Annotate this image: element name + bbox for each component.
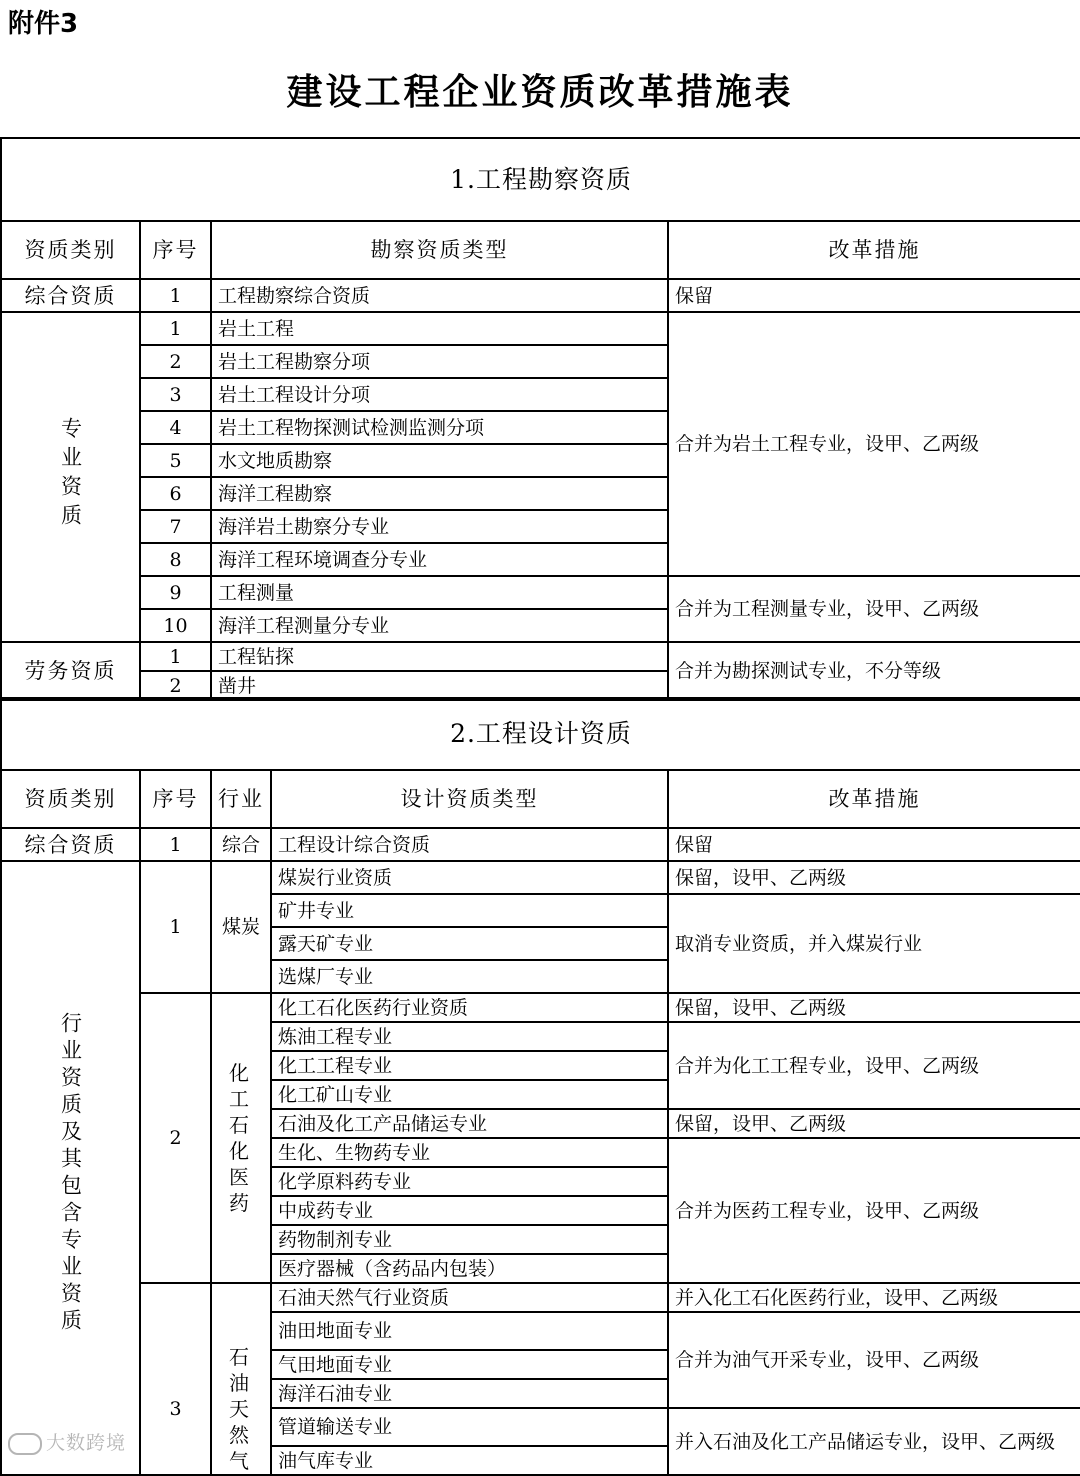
industry-label: 石油天然气 — [229, 1345, 253, 1473]
qualification-type: 水文地质勘察 — [211, 444, 668, 477]
category-comprehensive: 综合资质 — [1, 279, 140, 312]
qualification-type: 中成药专业 — [271, 1196, 668, 1225]
reform-measure: 保留 — [668, 828, 1080, 861]
qualification-type: 石油及化工产品储运专业 — [271, 1109, 668, 1138]
reform-measure: 合并为油气开采专业，设甲、乙两级 — [668, 1312, 1080, 1408]
qualification-type: 石油天然气行业资质 — [271, 1283, 668, 1312]
row-number: 5 — [140, 444, 211, 477]
qualification-type: 管道输送专业 — [271, 1408, 668, 1446]
qualification-type: 工程设计综合资质 — [271, 828, 668, 861]
row-number: 1 — [140, 279, 211, 312]
reform-measure: 并入石油及化工产品储运专业，设甲、乙两级 — [668, 1408, 1080, 1475]
qualification-type: 生化、生物药专业 — [271, 1138, 668, 1167]
qualification-type: 海洋工程测量分专业 — [211, 609, 668, 642]
qualification-type: 油气库专业 — [271, 1446, 668, 1475]
industry — [211, 993, 271, 1283]
industry — [211, 1283, 271, 1475]
qualification-type: 选煤厂专业 — [271, 960, 668, 993]
header-category: 资质类别 — [1, 221, 140, 279]
row-number: 2 — [140, 993, 211, 1283]
row-number: 4 — [140, 411, 211, 444]
reform-measure: 合并为勘探测试专业，不分等级 — [668, 642, 1080, 700]
row-number: 1 — [140, 312, 211, 345]
qualification-type: 油田地面专业 — [271, 1312, 668, 1350]
qualification-type: 岩土工程 — [211, 312, 668, 345]
category-professional — [1, 312, 140, 642]
qualification-type: 岩土工程设计分项 — [211, 378, 668, 411]
design-qualification-table — [0, 697, 1080, 1476]
category-labor: 劳务资质 — [1, 642, 140, 700]
reform-measure: 保留，设甲、乙两级 — [668, 993, 1080, 1022]
header-design-type: 设计资质类型 — [271, 770, 668, 828]
industry-label: 化工石化医药 — [229, 1061, 253, 1215]
qualification-type: 海洋工程环境调查分专业 — [211, 543, 668, 576]
header-survey-type: 勘察资质类型 — [211, 221, 668, 279]
category-industry-label: 行业资质及其包含专业资质 — [58, 1012, 83, 1336]
reform-measure: 保留，设甲、乙两级 — [668, 861, 1080, 894]
row-number: 1 — [140, 642, 211, 671]
row-number: 9 — [140, 576, 211, 609]
qualification-type: 煤炭行业资质 — [271, 861, 668, 894]
industry: 煤炭 — [211, 861, 271, 993]
row-number: 2 — [140, 671, 211, 700]
row-number: 3 — [140, 378, 211, 411]
qualification-type: 岩土工程勘察分项 — [211, 345, 668, 378]
qualification-type: 工程测量 — [211, 576, 668, 609]
qualification-type: 工程钻探 — [211, 642, 668, 671]
row-number: 1 — [140, 828, 211, 861]
qualification-type: 化工石化医药行业资质 — [271, 993, 668, 1022]
qualification-type: 凿井 — [211, 671, 668, 700]
reform-measure: 合并为化工工程专业，设甲、乙两级 — [668, 1022, 1080, 1109]
reform-measure: 合并为工程测量专业，设甲、乙两级 — [668, 576, 1080, 642]
qualification-type: 海洋石油专业 — [271, 1379, 668, 1408]
qualification-type: 气田地面专业 — [271, 1350, 668, 1379]
qualification-type: 医疗器械（含药品内包装） — [271, 1254, 668, 1283]
reform-measure: 取消专业资质，并入煤炭行业 — [668, 894, 1080, 993]
row-number: 1 — [140, 861, 211, 993]
qualification-type: 化工工程专业 — [271, 1051, 668, 1080]
qualification-type: 岩土工程物探测试检测监测分项 — [211, 411, 668, 444]
header-industry: 行业 — [211, 770, 271, 828]
header-measure: 改革措施 — [668, 221, 1080, 279]
qualification-type: 海洋工程勘察 — [211, 477, 668, 510]
qualification-type: 化工矿山专业 — [271, 1080, 668, 1109]
watermark-logo-icon — [8, 1433, 42, 1455]
watermark-text: 大数跨境 — [46, 1432, 127, 1454]
section-heading-design: 2.工程设计资质 — [1, 698, 1080, 770]
reform-measure: 合并为医药工程专业，设甲、乙两级 — [668, 1138, 1080, 1283]
header-number: 序号 — [140, 770, 211, 828]
reform-measure: 保留，设甲、乙两级 — [668, 1109, 1080, 1138]
row-number: 3 — [140, 1283, 211, 1475]
header-measure: 改革措施 — [668, 770, 1080, 828]
header-category: 资质类别 — [1, 770, 140, 828]
qualification-type: 药物制剂专业 — [271, 1225, 668, 1254]
industry: 综合 — [211, 828, 271, 861]
qualification-type: 炼油工程专业 — [271, 1022, 668, 1051]
reform-measure: 保留 — [668, 279, 1080, 312]
qualification-type: 露天矿专业 — [271, 927, 668, 960]
qualification-type: 海洋岩土勘察分专业 — [211, 510, 668, 543]
category-comprehensive: 综合资质 — [1, 828, 140, 861]
qualification-type: 工程勘察综合资质 — [211, 279, 668, 312]
qualification-type: 矿井专业 — [271, 894, 668, 927]
category-professional-label: 专业资质 — [58, 416, 83, 533]
header-number: 序号 — [140, 221, 211, 279]
reform-measure: 合并为岩土工程专业，设甲、乙两级 — [668, 312, 1080, 576]
row-number: 8 — [140, 543, 211, 576]
reform-measure: 并入化工石化医药行业，设甲、乙两级 — [668, 1283, 1080, 1312]
survey-qualification-table — [0, 137, 1080, 701]
row-number: 2 — [140, 345, 211, 378]
document-title: 建设工程企业资质改革措施表 — [286, 72, 794, 113]
qualification-type: 化学原料药专业 — [271, 1167, 668, 1196]
row-number: 6 — [140, 477, 211, 510]
row-number: 10 — [140, 609, 211, 642]
watermark — [8, 1428, 126, 1455]
row-number: 7 — [140, 510, 211, 543]
category-industry — [1, 861, 140, 1475]
attachment-label: 附件3 — [8, 9, 79, 39]
section-heading-survey: 1.工程勘察资质 — [1, 138, 1080, 221]
